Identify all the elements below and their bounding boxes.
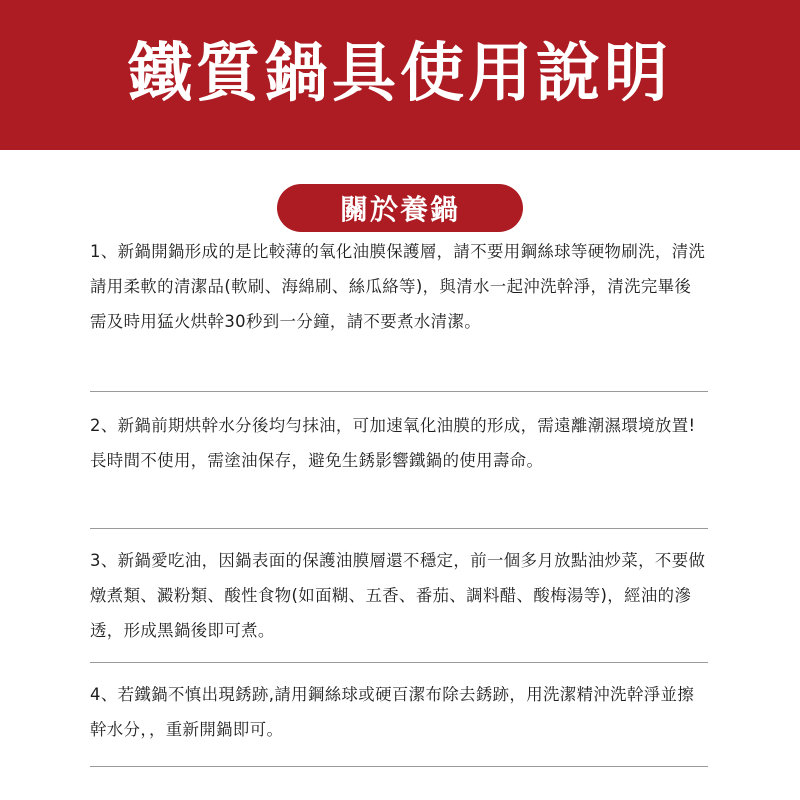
divider xyxy=(90,391,708,392)
divider xyxy=(90,528,708,529)
divider xyxy=(90,662,708,663)
instruction-item-3: 3、新鍋愛吃油，因鍋表面的保護油膜層還不穩定，前一個多月放點油炒菜，不要做燉煮類、澱粉類、酸性食物(如面糊、五香、番茄、調料醋、酸梅湯等)，經油的滲透，形成黑鍋後即可煮。 xyxy=(90,551,706,640)
section-label-pill: 關於養鍋 xyxy=(277,184,523,232)
instruction-item-4: 4、若鐵鍋不慎出現銹跡,請用鋼絲球或硬百潔布除去銹跡，用洗潔精沖洗幹淨並擦幹水分，，重新開鍋即可。 xyxy=(90,685,695,739)
instruction-item-1: 1、新鍋開鍋形成的是比較薄的氧化油膜保護層，請不要用鋼絲球等硬物刷洗，清洗請用柔軟的清潔品(軟刷、海綿刷、絲瓜絡等)，與清水一起沖洗幹淨，清洗完畢後需及時用猛火烘幹30秒到一分鐘，請不要煮水清潔。 xyxy=(90,242,706,331)
instruction-item-2: 2、新鍋前期烘幹水分後均勻抹油，可加速氧化油膜的形成，需遠離潮濕環境放置!長時間不使用，需塗油保存，避免生銹影響鐵鍋的使用壽命。 xyxy=(90,416,696,470)
instruction-list xyxy=(90,234,708,767)
page-title: 鐵質鍋具使用說明 xyxy=(128,37,672,111)
header-banner xyxy=(0,0,800,150)
divider xyxy=(90,766,708,767)
